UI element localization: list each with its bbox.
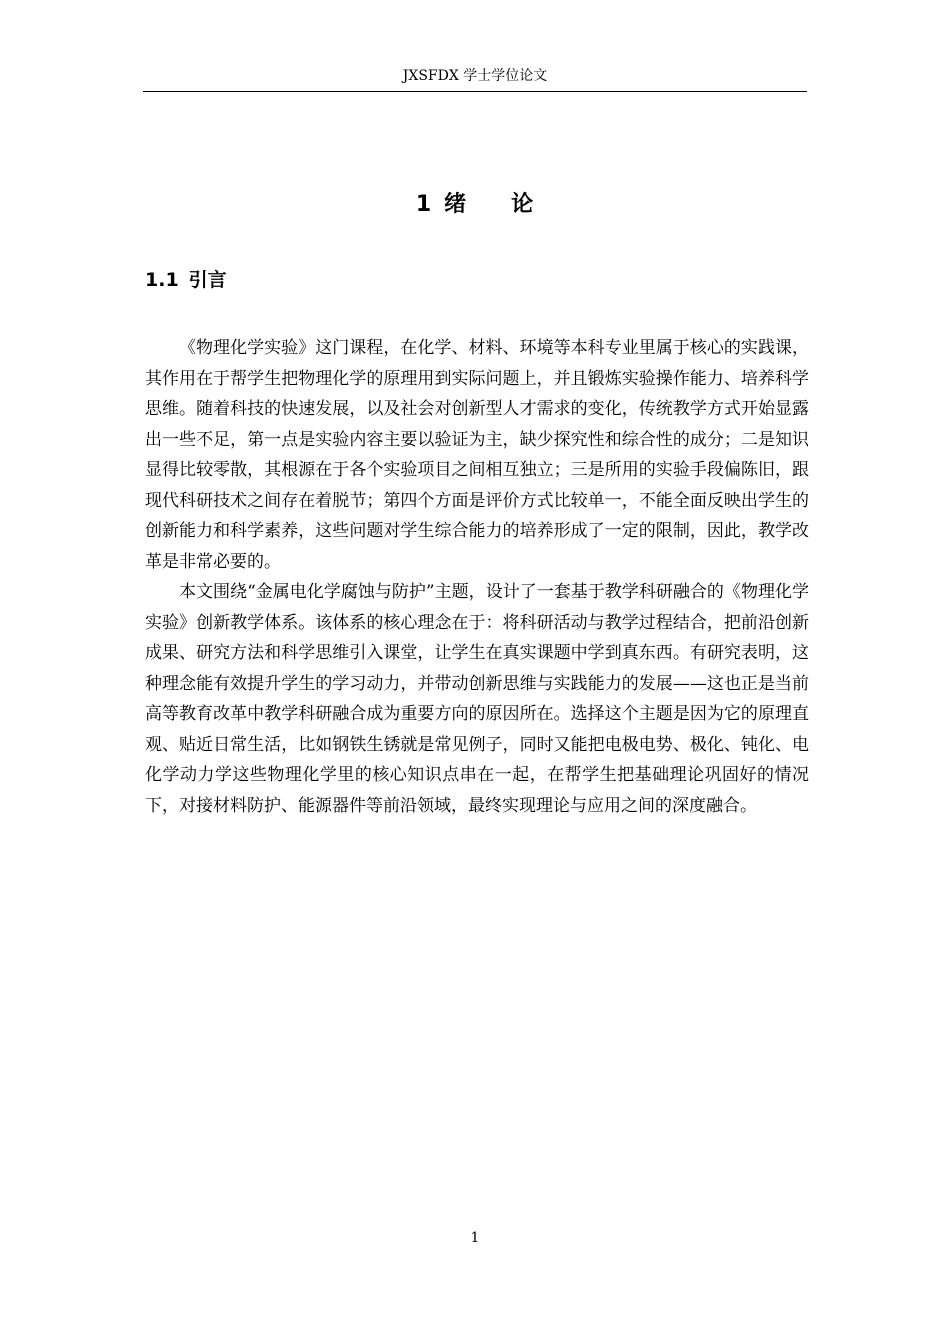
paragraph-1: 《物理化学实验》这门课程，在化学、材料、环境等本科专业里属于核心的实践课，其作用在于帮学生把物理化学的原理用到实际问题上，并且锻炼实验操作能力、培养科学思维。随着科技的快速发展，以及社会对创新型人才需求的变化，传统教学方式开始显露出一些不足，第一点是实验内容主要以验证为主，缺少探究性和综合性的成分；二是知识显得比较零散，其根源在于各个实验项目之间相互独立；三是所用的实验手段偏陈旧，跟现代科研技术之间存在着脱节；第四个方面是评价方式比较单一，不能全面反映出学生的创新能力和科学素养，这些问题对学生综合能力的培养形成了一定的限制，因此，教学改革是非常必要的。 xyxy=(145,338,809,572)
chapter-title-char-2: 论 xyxy=(511,192,535,217)
chapter-title-char-1: 绪 xyxy=(444,192,468,217)
page-number: 1 xyxy=(470,1230,480,1246)
section-title: 引言 xyxy=(188,269,227,291)
paragraph-2: 本文围绕“金属电化学腐蚀与防护”主题，设计了一套基于教学科研融合的《物理化学实验》创新教学体系。该体系的核心理念在于：将科研活动与教学过程结合，把前沿创新成果、研究方法和科学思维引入课堂，让学生在真实课题中学到真东西。有研究表明，这种理念能有效提升学生的学习动力，并带动创新思维与实践能力的发展——这也正是当前高等教育改革中教学科研融合成为重要方向的原因所在。选择这个主题是因为它的原理直观、贴近日常生活，比如钢铁生锈就是常见例子，同时又能把电极电势、极化、钝化、电化学动力学这些物理化学里的核心知识点串在一起，在帮学生把基础理论巩固好的情况下，对接材料防护、能源器件等前沿领域，最终实现理论与应用之间的深度融合。 xyxy=(145,582,809,816)
running-header: JXSFDX 学士学位论文 xyxy=(402,68,548,84)
section-heading xyxy=(145,266,227,294)
chapter-title xyxy=(0,189,950,221)
section-number: 1.1 xyxy=(145,269,179,291)
body-text xyxy=(145,333,809,821)
chapter-number: 1 xyxy=(415,192,433,217)
header-rule xyxy=(143,91,807,92)
